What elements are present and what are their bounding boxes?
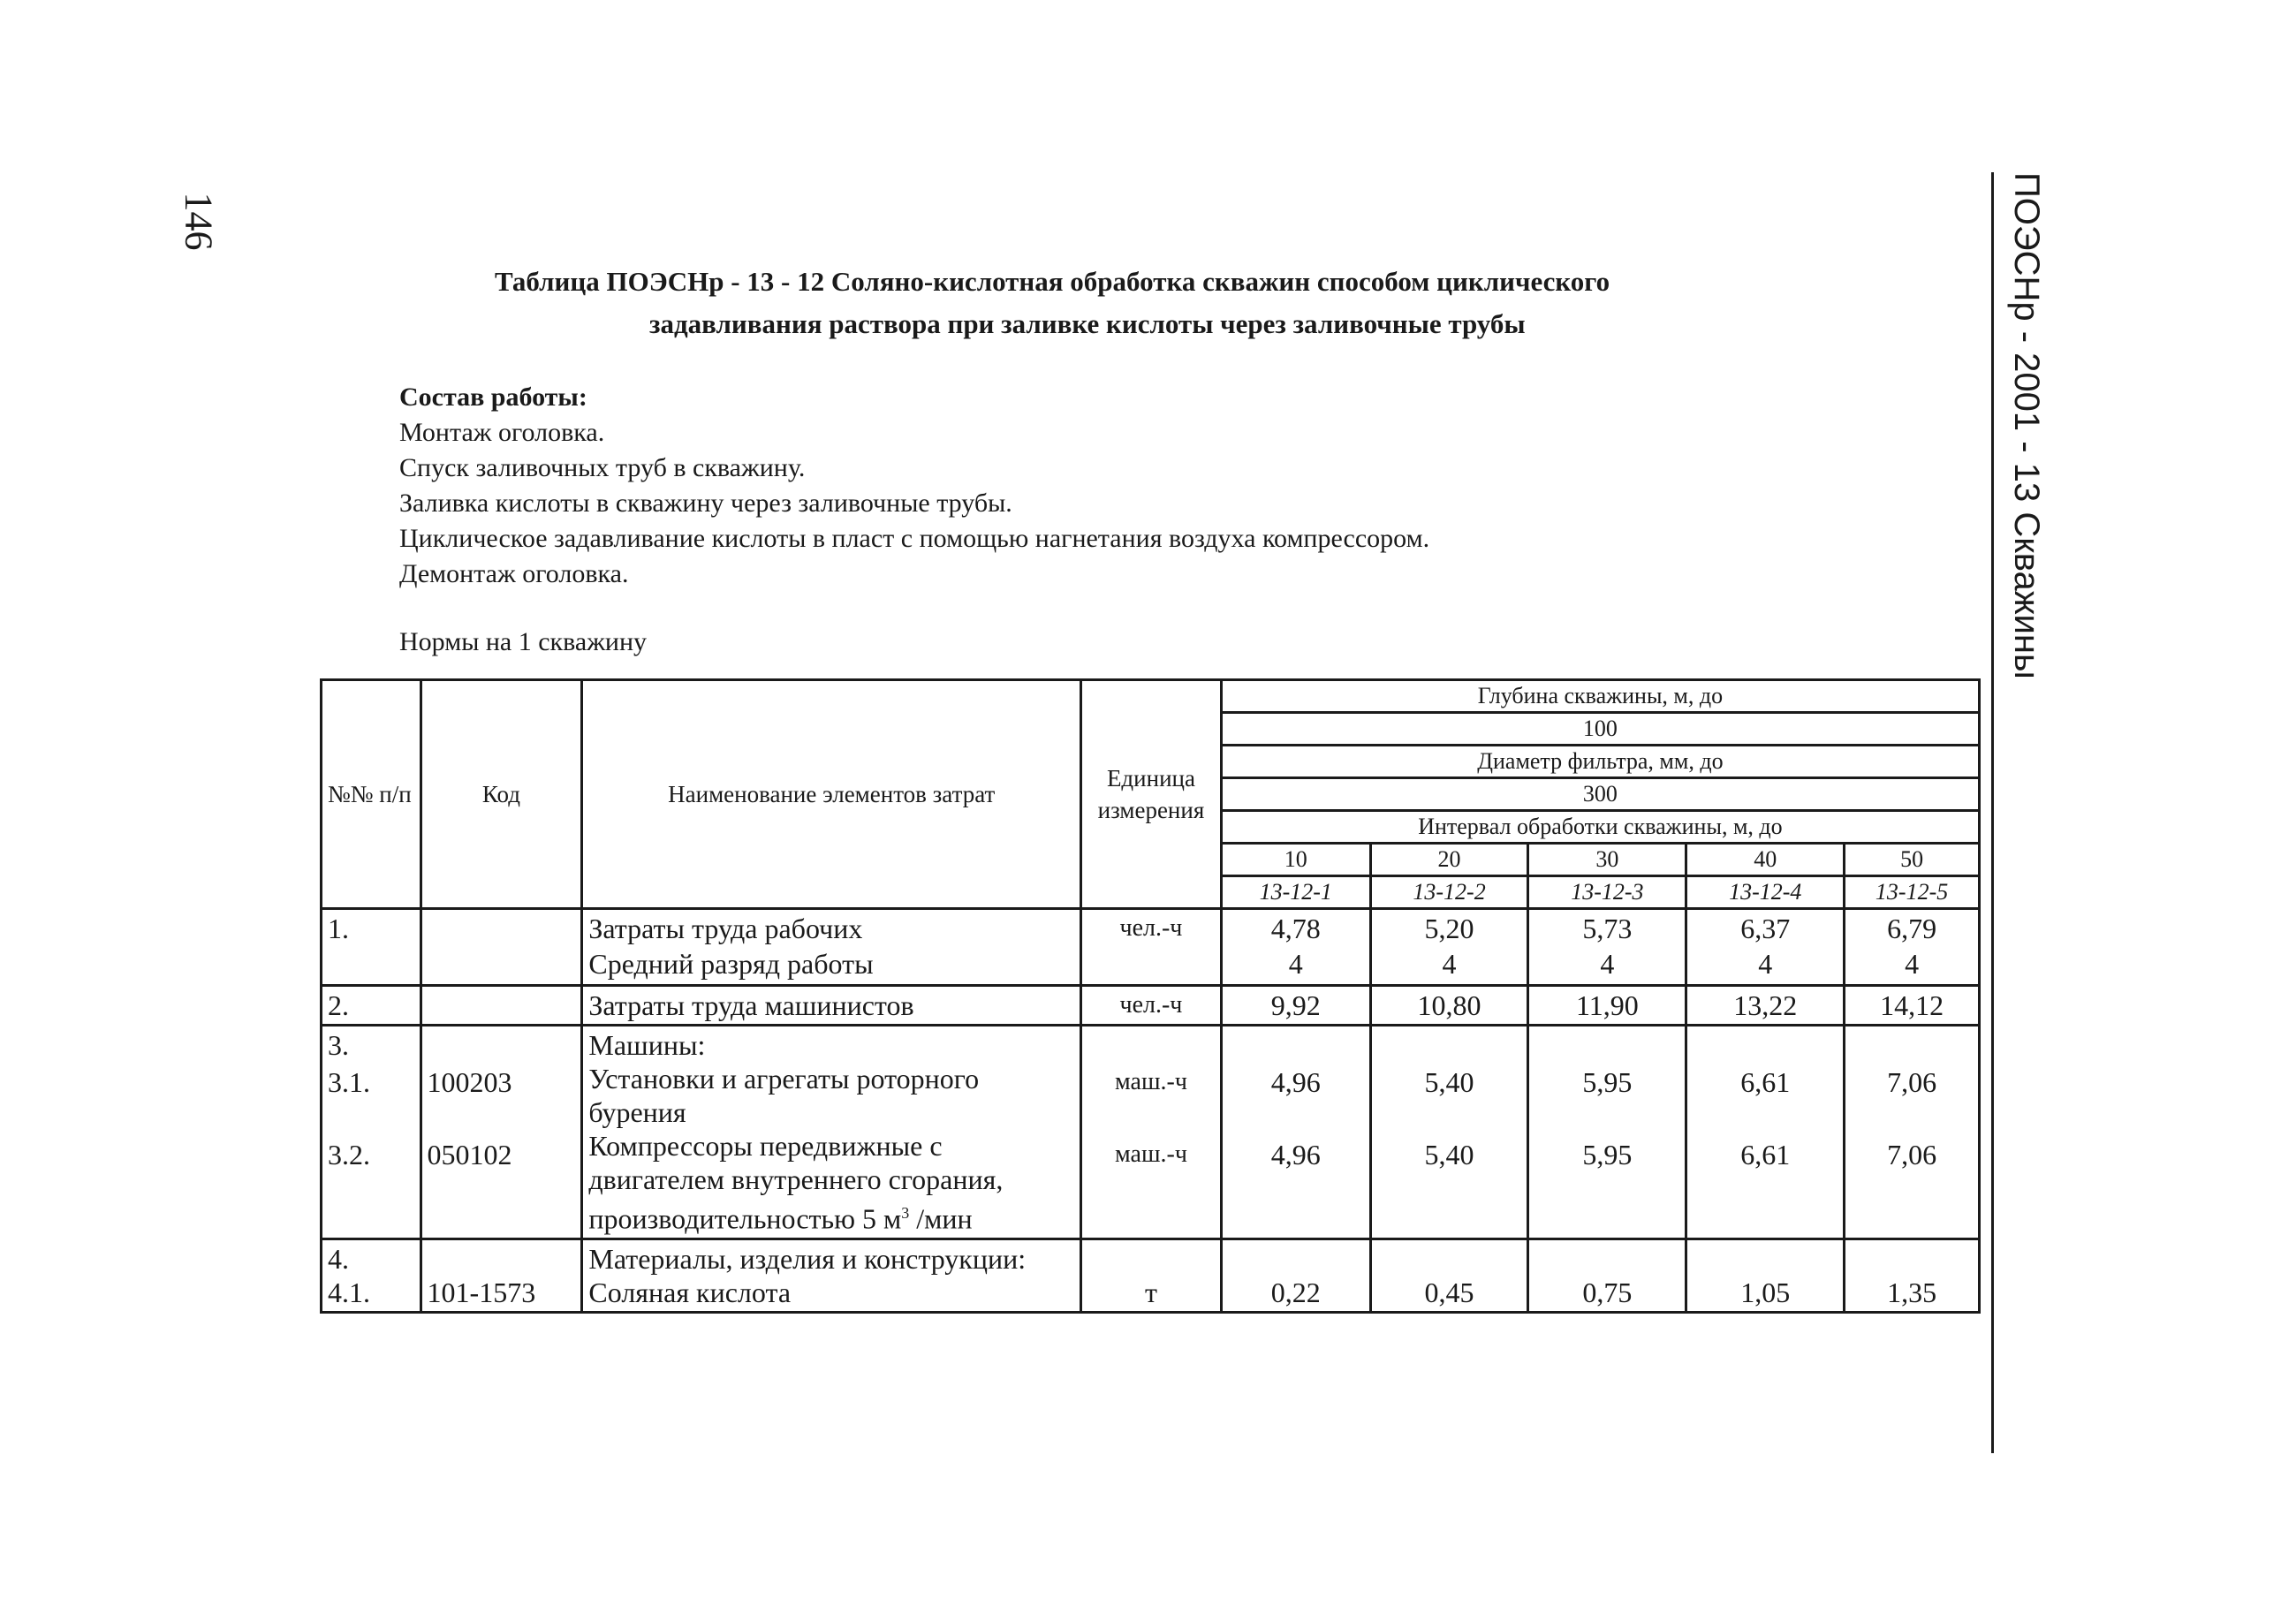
row-num-line: 3. bbox=[328, 1029, 349, 1061]
header-interval: 40 bbox=[1686, 844, 1845, 876]
row-value bbox=[1686, 1026, 1845, 1239]
value-line: 4 bbox=[1600, 948, 1615, 980]
header-name: Наименование элементов затрат bbox=[582, 680, 1081, 909]
row-num-line: 4.1. bbox=[328, 1276, 370, 1308]
row-value: 13,22 bbox=[1686, 986, 1845, 1026]
value-line: 5,95 bbox=[1582, 1066, 1633, 1098]
row-value bbox=[1221, 909, 1370, 986]
row-name-line: Материалы, изделия и конструкции: bbox=[588, 1242, 1027, 1275]
row-value: 14,12 bbox=[1845, 986, 1980, 1026]
row-code bbox=[421, 909, 582, 986]
row-unit-line: маш.-ч bbox=[1114, 1140, 1187, 1168]
row-num-line: 3.1. bbox=[328, 1066, 370, 1098]
composition-item: Монтаж оголовка. bbox=[399, 418, 605, 447]
row-value bbox=[1370, 1239, 1528, 1312]
header-norm-code: 13-12-3 bbox=[1528, 876, 1686, 909]
row-value: 10,80 bbox=[1370, 986, 1528, 1026]
header-depth-value: 100 bbox=[1221, 713, 1979, 746]
row-value: 9,92 bbox=[1221, 986, 1370, 1026]
value-line: 6,61 bbox=[1740, 1066, 1791, 1098]
row-value bbox=[1221, 1026, 1370, 1239]
page-number: 146 bbox=[177, 192, 221, 251]
row-num bbox=[322, 1239, 421, 1312]
row-value bbox=[1845, 1026, 1980, 1239]
row-unit: чел.-ч bbox=[1081, 986, 1222, 1026]
row-value bbox=[1845, 1239, 1980, 1312]
row-unit: чел.-ч bbox=[1081, 909, 1222, 986]
row-num: 2. bbox=[322, 986, 421, 1026]
row-name-line: Соляная кислота bbox=[588, 1276, 792, 1308]
table-row bbox=[322, 986, 1980, 1026]
row-value bbox=[1528, 1239, 1686, 1312]
norms-label: Нормы на 1 скважину bbox=[399, 627, 648, 656]
row-value bbox=[1686, 909, 1845, 986]
value-line: 4,96 bbox=[1270, 1139, 1321, 1170]
composition-item: Спуск заливочных труб в скважину. bbox=[399, 453, 806, 482]
row-name bbox=[582, 1026, 1081, 1239]
row-code bbox=[421, 1026, 582, 1239]
header-diameter-value: 300 bbox=[1221, 778, 1979, 811]
row-code bbox=[421, 986, 582, 1026]
header-interval-label: Интервал обработки скважины, м, до bbox=[1221, 811, 1979, 844]
title-line-1: Таблица ПОЭСНр - 13 - 12 Соляно-кислотная обработка скважин способом циклического bbox=[495, 266, 1610, 297]
header-num: №№ п/п bbox=[322, 680, 421, 909]
header-diameter-label: Диаметр фильтра, мм, до bbox=[1221, 746, 1979, 778]
row-name bbox=[582, 1239, 1081, 1312]
header-norm-code: 13-12-2 bbox=[1370, 876, 1528, 909]
row-name-line bbox=[588, 1129, 1074, 1236]
header-unit: Единица измерения bbox=[1081, 680, 1222, 909]
value-line: 6,61 bbox=[1740, 1139, 1791, 1170]
header-interval: 30 bbox=[1528, 844, 1686, 876]
row-name-line: Средний разряд работы bbox=[588, 948, 874, 980]
value-line: 5,40 bbox=[1424, 1066, 1474, 1098]
value-line: 6,79 bbox=[1887, 913, 1937, 944]
row-unit-line: т bbox=[1144, 1276, 1157, 1308]
header-interval: 20 bbox=[1370, 844, 1528, 876]
composition-item: Заливка кислоты в скважину через заливочные трубы. bbox=[399, 489, 1012, 518]
work-composition bbox=[399, 380, 1429, 592]
composition-item: Демонтаж оголовка. bbox=[399, 559, 629, 588]
row-code-line: 050102 bbox=[427, 1139, 512, 1170]
row-code-line: 100203 bbox=[427, 1066, 512, 1098]
value-line: 7,06 bbox=[1887, 1066, 1937, 1098]
table-title bbox=[495, 261, 1838, 345]
table-row bbox=[322, 1026, 1980, 1239]
row-name-line: Установки и агрегаты роторного бурения bbox=[588, 1063, 980, 1128]
value-line: 0,45 bbox=[1424, 1276, 1474, 1308]
value-line: 4,96 bbox=[1270, 1066, 1321, 1098]
row-num-line: 3.2. bbox=[328, 1139, 370, 1170]
row-value bbox=[1845, 909, 1980, 986]
value-line: 5,95 bbox=[1582, 1139, 1633, 1170]
value-line: 1,35 bbox=[1887, 1276, 1937, 1308]
row-unit-line: маш.-ч bbox=[1114, 1068, 1187, 1095]
value-line: 4 bbox=[1442, 948, 1457, 980]
row-value bbox=[1686, 1239, 1845, 1312]
side-header-text: ПОЭСНр - 2001 - 13 Скважины bbox=[2007, 172, 2046, 679]
header-norm-code: 13-12-4 bbox=[1686, 876, 1845, 909]
value-line: 5,20 bbox=[1424, 913, 1474, 944]
value-line: 7,06 bbox=[1887, 1139, 1937, 1170]
row-name bbox=[582, 909, 1081, 986]
header-code: Код bbox=[421, 680, 582, 909]
value-line: 1,05 bbox=[1740, 1276, 1791, 1308]
header-interval: 50 bbox=[1845, 844, 1980, 876]
row-name: Затраты труда машинистов bbox=[582, 986, 1081, 1026]
table-row bbox=[322, 909, 1980, 986]
row-code bbox=[421, 1239, 582, 1312]
header-depth-label: Глубина скважины, м, до bbox=[1221, 680, 1979, 713]
value-line: 4 bbox=[1288, 948, 1303, 980]
row-num bbox=[322, 1026, 421, 1239]
value-line: 4,78 bbox=[1270, 913, 1321, 944]
value-line: 5,73 bbox=[1582, 913, 1633, 944]
row-num: 1. bbox=[322, 909, 421, 986]
header-norm-code: 13-12-5 bbox=[1845, 876, 1980, 909]
value-line: 0,75 bbox=[1582, 1276, 1633, 1308]
title-line-2: задавливания раствора при заливке кислоты через заливочные трубы bbox=[649, 308, 1526, 339]
row-unit bbox=[1081, 1239, 1222, 1312]
composition-item: Циклическое задавливание кислоты в пласт с помощью нагнетания воздуха компрессором. bbox=[399, 524, 1430, 553]
row-value: 11,90 bbox=[1528, 986, 1686, 1026]
row-value bbox=[1528, 1026, 1686, 1239]
row-code-line: 101-1573 bbox=[427, 1276, 536, 1308]
composition-heading: Состав работы: bbox=[399, 383, 587, 412]
row-value bbox=[1221, 1239, 1370, 1312]
value-line: 5,40 bbox=[1424, 1139, 1474, 1170]
row-name-line: Затраты труда рабочих bbox=[588, 913, 863, 944]
value-line: 4 bbox=[1905, 948, 1920, 980]
row-num-line: 4. bbox=[328, 1242, 349, 1275]
table-row bbox=[322, 1239, 1980, 1312]
header-interval: 10 bbox=[1221, 844, 1370, 876]
row-name-text: /мин bbox=[909, 1202, 973, 1235]
value-line: 0,22 bbox=[1270, 1276, 1321, 1308]
row-name-text: Компрессоры передвижные с двигателем внутреннего сгорания, производительностью 5 м bbox=[588, 1130, 1004, 1235]
superscript: 3 bbox=[901, 1204, 910, 1222]
value-line: 6,37 bbox=[1740, 913, 1791, 944]
row-value bbox=[1370, 1026, 1528, 1239]
row-name-line: Машины: bbox=[588, 1029, 706, 1061]
value-line: 4 bbox=[1758, 948, 1773, 980]
norms-table bbox=[320, 678, 1981, 1314]
row-value bbox=[1528, 909, 1686, 986]
side-rule bbox=[1991, 172, 1994, 1453]
side-header bbox=[1989, 172, 2051, 1453]
row-value bbox=[1370, 909, 1528, 986]
row-unit bbox=[1081, 1026, 1222, 1239]
header-row bbox=[322, 680, 1980, 713]
header-norm-code: 13-12-1 bbox=[1221, 876, 1370, 909]
